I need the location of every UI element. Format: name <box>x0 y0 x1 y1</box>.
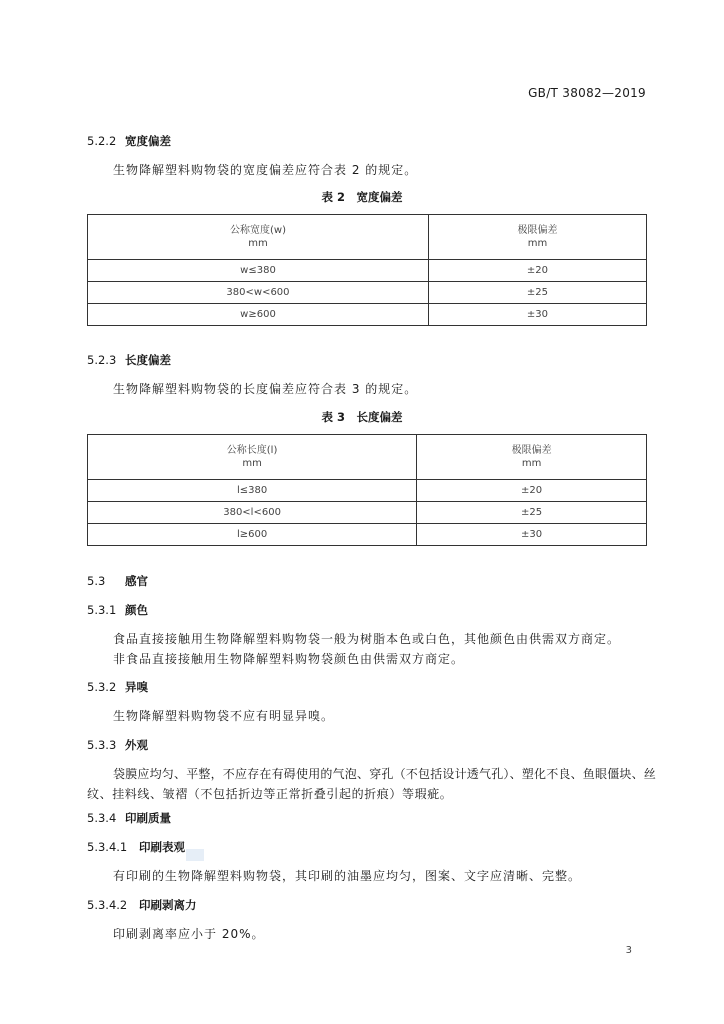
paragraph: 生物降解塑料购物袋的宽度偏差应符合表 2 的规定。 <box>113 163 418 177</box>
tolerance-cell: ±25 <box>417 502 647 524</box>
section-number: 5.3.2 <box>87 680 117 694</box>
section-heading-5-3-2 <box>87 679 148 695</box>
section-number: 5.3.4 <box>87 811 117 825</box>
standard-number: GB/T 38082—2019 <box>528 86 646 100</box>
paragraph: 有印刷的生物降解塑料购物袋，其印刷的油墨应均匀，图案、文字应清晰、完整。 <box>113 869 582 883</box>
tolerance-cell: ±20 <box>428 260 646 282</box>
header-cell <box>88 215 429 260</box>
section-number: 5.3 <box>87 574 106 588</box>
header-unit: mm <box>248 238 268 249</box>
section-heading-5-3-1 <box>87 602 148 618</box>
section-number: 5.3.4.1 <box>87 840 128 854</box>
range-cell: w≤380 <box>88 260 429 282</box>
paragraph: 食品直接接触用生物降解塑料购物袋一般为树脂本色或白色，其他颜色由供需双方商定。 <box>113 632 621 646</box>
header-cell <box>417 435 647 480</box>
section-title: 感官 <box>125 574 148 588</box>
section-number: 5.2.3 <box>87 353 117 367</box>
range-cell: l≤380 <box>88 480 417 502</box>
page-number: 3 <box>625 945 632 956</box>
tolerance-cell: ±30 <box>417 524 647 546</box>
header-unit: mm <box>521 458 542 469</box>
section-title: 宽度偏差 <box>125 134 171 148</box>
table-header-row <box>88 215 647 260</box>
table-row <box>88 282 647 304</box>
paragraph: 生物降解塑料购物袋不应有明显异嗅。 <box>113 709 335 723</box>
table-row <box>88 304 647 326</box>
section-title: 长度偏差 <box>125 353 171 367</box>
table-2-caption: 表 2 宽度偏差 <box>321 190 403 204</box>
section-number: 5.3.3 <box>87 738 117 752</box>
section-number: 5.2.2 <box>87 134 117 148</box>
table-3 <box>87 434 647 546</box>
section-title: 印刷表观 <box>139 840 185 854</box>
scan-mark <box>186 849 204 861</box>
table-row <box>88 502 647 524</box>
section-heading-5-3-4-1 <box>87 839 185 855</box>
header-label: 极限偏差 <box>517 225 558 236</box>
table-row <box>88 260 647 282</box>
section-number: 5.3.1 <box>87 603 117 617</box>
range-cell: l≥600 <box>88 524 417 546</box>
tolerance-cell: ±20 <box>417 480 647 502</box>
table-header-row <box>88 435 647 480</box>
table-2 <box>87 214 647 326</box>
header-unit: mm <box>242 458 262 469</box>
section-heading-5-3-4 <box>87 810 171 826</box>
section-heading-5-2-3 <box>87 352 171 368</box>
tolerance-cell: ±25 <box>428 282 646 304</box>
table-row <box>88 524 647 546</box>
range-cell: w≥600 <box>88 304 429 326</box>
tolerance-cell: ±30 <box>428 304 646 326</box>
section-title: 印刷剥离力 <box>139 898 197 912</box>
table-row <box>88 480 647 502</box>
section-heading-5-3 <box>87 573 148 589</box>
header-unit: mm <box>527 238 548 249</box>
section-title: 外观 <box>125 738 148 752</box>
paragraph: 非食品直接接触用生物降解塑料购物袋颜色由供需双方商定。 <box>113 652 465 666</box>
range-cell: 380<w<600 <box>88 282 429 304</box>
range-cell: 380<l<600 <box>88 502 417 524</box>
header-label: 极限偏差 <box>511 445 552 456</box>
paragraph: 纹、挂料线、皱褶（不包括折边等正常折叠引起的折痕）等瑕疵。 <box>87 787 453 801</box>
paragraph: 袋膜应均匀、平整，不应存在有碍使用的气泡、穿孔（不包括设计透气孔）、塑化不良、鱼眼僵块、丝 <box>113 767 657 781</box>
section-heading-5-3-4-2 <box>87 897 197 913</box>
section-title: 颜色 <box>125 603 148 617</box>
section-number: 5.3.4.2 <box>87 898 128 912</box>
section-title: 异嗅 <box>125 680 148 694</box>
paragraph: 印刷剥离率应小于 20%。 <box>113 927 265 941</box>
header-cell <box>428 215 646 260</box>
section-title: 印刷质量 <box>125 811 171 825</box>
table-3-caption: 表 3 长度偏差 <box>321 410 403 424</box>
header-label: 公称长度(l) <box>226 445 278 456</box>
section-heading-5-3-3 <box>87 737 148 753</box>
section-heading-5-2-2 <box>87 133 171 149</box>
header-cell <box>88 435 417 480</box>
header-label: 公称宽度(w) <box>229 225 286 236</box>
paragraph: 生物降解塑料购物袋的长度偏差应符合表 3 的规定。 <box>113 382 418 396</box>
